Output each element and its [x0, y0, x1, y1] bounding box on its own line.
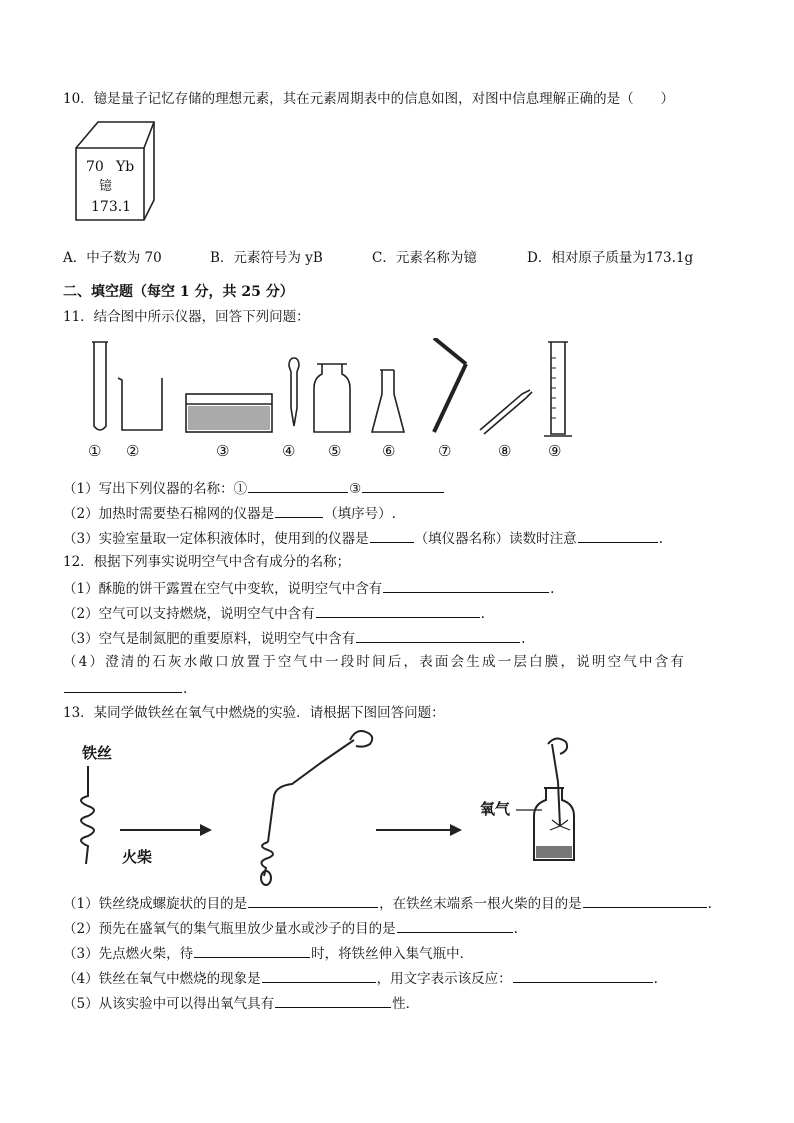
q12-stem: 12．根据下列事实说明空气中含有成分的名称；: [63, 554, 351, 570]
q10-option-c: C．元素名称为镱: [372, 250, 477, 266]
q12-sub2: （2）空气可以支持燃烧，说明空气中含有 .: [63, 603, 485, 623]
label-oxygen: 氧气: [480, 800, 511, 818]
answer-blank[interactable]: [64, 678, 182, 693]
answer-blank[interactable]: [316, 603, 480, 618]
answer-blank[interactable]: [578, 528, 658, 543]
q10-option-b: B．元素符号为 yB: [210, 250, 323, 266]
q11-sub3: （3）实验室量取一定体积液体时，使用到的仪器是 （填仪器名称）读数时注意 .: [63, 528, 663, 548]
answer-blank[interactable]: [397, 918, 513, 933]
instrument-label-4: ④: [282, 442, 296, 460]
q10-option-a: A．中子数为 70: [63, 250, 162, 266]
q13-sub1: （1）铁丝绕成螺旋状的目的是 ，在铁丝末端系一根火柴的目的是 .: [63, 893, 712, 913]
q12-sub4-answer: .: [63, 678, 187, 698]
q11-sub1: （1）写出下列仪器的名称：① ③: [63, 478, 445, 498]
answer-blank[interactable]: [362, 478, 444, 493]
instrument-label-6: ⑥: [382, 442, 396, 460]
element-number: 70: [86, 159, 104, 175]
answer-blank[interactable]: [383, 578, 549, 593]
instrument-label-9: ⑨: [548, 442, 562, 460]
q13-sub2: （2）预先在盛氧气的集气瓶里放少量水或沙子的目的是 .: [63, 918, 518, 938]
q10-option-d: D．相对原子质量为173.1g: [527, 250, 694, 266]
instruments-figure: [82, 338, 582, 468]
instrument-label-5: ⑤: [328, 442, 342, 460]
label-iron-wire: 铁丝: [82, 744, 113, 762]
q12-sub3: （3）空气是制氮肥的重要原料，说明空气中含有 .: [63, 628, 525, 648]
answer-blank[interactable]: [356, 628, 520, 643]
element-symbol: Yb: [116, 159, 135, 175]
section-heading: 二、填空题（每空 1 分，共 25 分）: [63, 284, 294, 300]
answer-blank[interactable]: [275, 503, 323, 518]
instrument-label-1: ①: [88, 442, 102, 460]
q13-sub5: （5）从该实验中可以得出氧气具有 性．: [63, 993, 419, 1013]
q12-sub1: （1）酥脆的饼干露置在空气中变软，说明空气中含有 .: [63, 578, 554, 598]
q10-stem: 10．镱是量子记忆存储的理想元素，其在元素周期表中的信息如图，对图中信息理解正确的是（ ）: [63, 91, 675, 107]
iron-wire-figure: [60, 726, 620, 886]
instrument-label-8: ⑧: [498, 442, 512, 460]
answer-blank[interactable]: [248, 893, 378, 908]
element-card: [74, 120, 156, 224]
q13-sub3: （3）先点燃火柴，待 时，将铁丝伸入集气瓶中．: [63, 943, 473, 963]
answer-blank[interactable]: [275, 993, 391, 1008]
instrument-label-3: ③: [216, 442, 230, 460]
element-name: 镱: [99, 179, 113, 194]
instrument-label-7: ⑦: [438, 442, 452, 460]
answer-blank[interactable]: [262, 968, 376, 983]
answer-blank[interactable]: [513, 968, 653, 983]
answer-blank[interactable]: [583, 893, 707, 908]
element-mass: 173.1: [91, 199, 132, 215]
answer-blank[interactable]: [370, 528, 414, 543]
instrument-label-2: ②: [126, 442, 140, 460]
q13-sub4: （4）铁丝在氧气中燃烧的现象是 ，用文字表示该反应： .: [63, 968, 658, 988]
q12-sub4: （4）澄清的石灰水敞口放置于空气中一段时间后，表面会生成一层白膜，说明空气中含有: [63, 654, 687, 670]
q11-stem: 11．结合图中所示仪器，回答下列问题：: [63, 309, 310, 325]
q13-stem: 13．某同学做铁丝在氧气中燃烧的实验．请根据下图回答问题：: [63, 705, 445, 721]
answer-blank[interactable]: [194, 943, 310, 958]
label-match: 火柴: [122, 848, 153, 866]
answer-blank[interactable]: [248, 478, 348, 493]
q11-sub2: （2）加热时需要垫石棉网的仪器是 （填序号）.: [63, 503, 396, 523]
